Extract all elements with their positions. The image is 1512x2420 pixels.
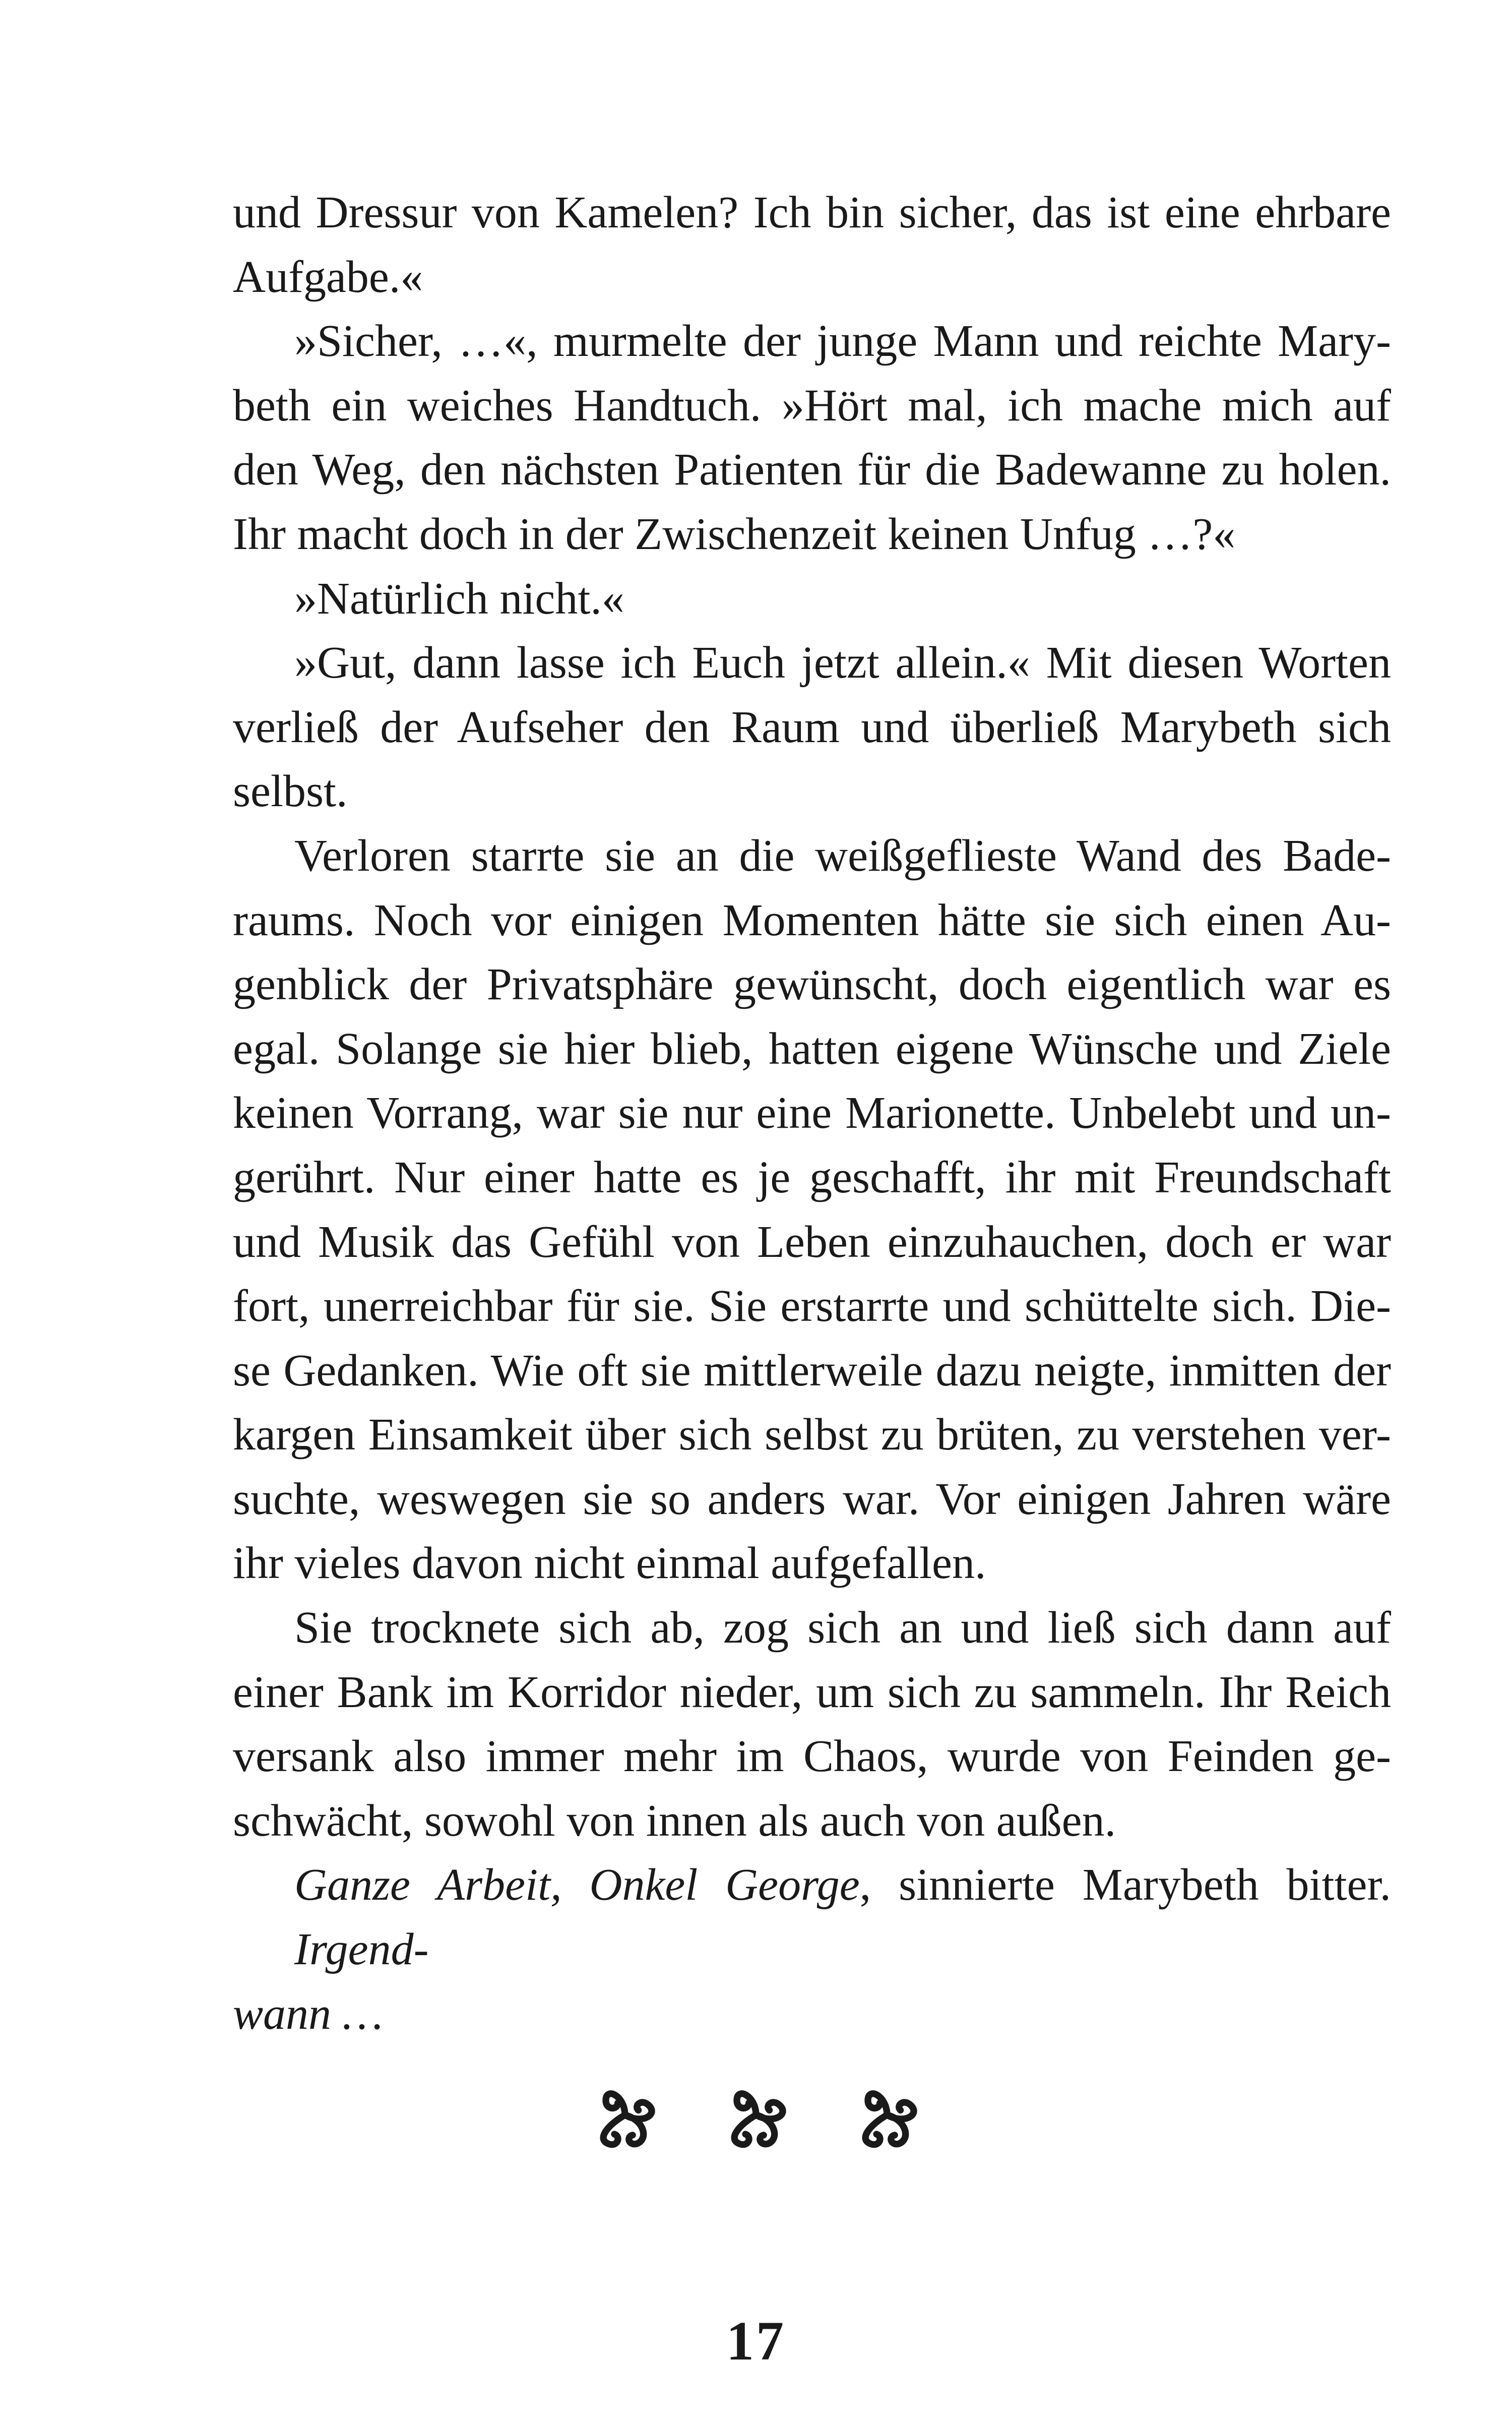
text-line: raums. Noch vor einigen Momenten hätte sie sich einen Au- [233, 895, 1391, 945]
text-line: Sie trocknete sich ab, zog sich an und ließ sich dann auf [294, 1603, 1391, 1653]
text-line: keinen Vorrang, war sie nur eine Marionette. Unbelebt und un- [233, 1088, 1391, 1138]
text-line: Ihr macht doch in der Zwischenzeit keinen Unfug …?« [233, 509, 1236, 559]
triskele-icon [708, 2067, 804, 2163]
text-line [233, 1982, 1391, 2046]
text-line: »Gut, dann lasse ich Euch jetzt allein.« Mit diesen Worten [294, 638, 1391, 688]
text-line: Aufgabe.« [233, 252, 423, 302]
text-line [233, 1853, 1391, 1981]
text-line: und Musik das Gefühl von Leben einzuhauchen, doch er war [233, 1217, 1391, 1267]
triskele-icon [577, 2067, 673, 2163]
text-line: versank also immer mehr im Chaos, wurde von Feinden ge- [233, 1731, 1391, 1782]
section-break-ornament [0, 2067, 1512, 2168]
text-line: verließ der Aufseher den Raum und überließ Marybeth sich [233, 702, 1391, 752]
text-line: gerührt. Nur einer hatte es je geschafft, ihr mit Freundschaft [233, 1152, 1391, 1202]
text-line: den Weg, den nächsten Patienten für die Badewanne zu holen. [233, 445, 1391, 495]
text-line: schwächt, sowohl von innen als auch von außen. [233, 1795, 1116, 1846]
triskele-icon [839, 2067, 935, 2163]
italic-thought: wann … [233, 1988, 383, 2039]
page-number: 17 [726, 2310, 786, 2372]
narration-text: , sinnierte Marybeth bitter. [859, 1860, 1391, 1910]
italic-thought: Irgend- [294, 1924, 429, 1975]
text-line: genblick der Privatsphäre gewünscht, doch eigentlich war es [233, 959, 1391, 1010]
body-text [233, 180, 1391, 2046]
text-line: egal. Solange sie hier blieb, hatten eigene Wünsche und Ziele [233, 1023, 1391, 1074]
text-line: beth ein weiches Handtuch. »Hört mal, ich mache mich auf [233, 380, 1391, 431]
text-line: »Natürlich nicht.« [294, 573, 624, 624]
text-line: suchte, weswegen sie so anders war. Vor einigen Jahren wäre [233, 1474, 1391, 1524]
text-line: selbst. [233, 766, 348, 817]
text-line: Verloren starrte sie an die weißgeflieste Wand des Bade- [294, 830, 1391, 881]
text-line: fort, unerreichbar für sie. Sie erstarrte und schüttelte sich. Die- [233, 1281, 1391, 1332]
text-line: einer Bank im Korridor nieder, um sich zu sammeln. Ihr Reich [233, 1667, 1391, 1717]
text-line: kargen Einsamkeit über sich selbst zu brüten, zu verstehen ver- [233, 1410, 1391, 1460]
text-line: ihr vieles davon nicht einmal aufgefallen. [233, 1538, 986, 1589]
text-line: »Sicher, …«, murmelte der junge Mann und reichte Mary- [294, 316, 1391, 367]
italic-thought: Ganze Arbeit, Onkel George [294, 1860, 860, 1910]
text-line: und Dressur von Kamelen? Ich bin sicher, das ist eine ehrbare [233, 188, 1391, 237]
text-line: se Gedanken. Wie oft sie mittlerweile dazu neigte, inmitten der [233, 1345, 1391, 1396]
